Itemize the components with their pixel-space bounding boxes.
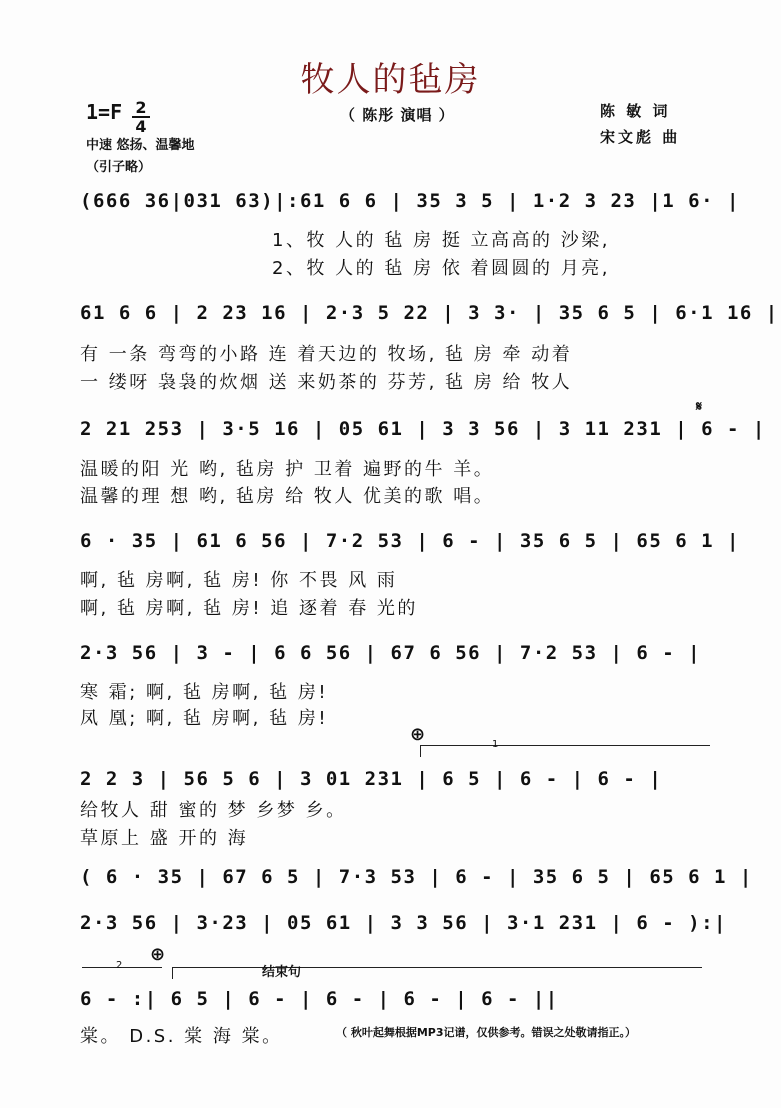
song-title: 牧人的毡房 <box>300 60 481 100</box>
lyricist-credit: 陈 敏 词 <box>600 102 671 120</box>
lyrics-line-4-verse-2: 啊, 毡 房啊, 毡 房! 追 逐着 春 光的 <box>80 598 418 619</box>
tempo-marking: 中速 悠扬、温馨地 <box>86 138 195 153</box>
lyrics-line-6-verse-2: 草原上 盛 开的 海 <box>80 828 249 849</box>
lyrics-line-2-verse-2: 一 缕呀 袅袅的炊烟 送 来奶茶的 芬芳, 毡 房 给 牧人 <box>80 372 573 393</box>
notation-line-8: 2·3 56 | 3·23 | 05 61 | 3 3 56 | 3·1 231 | 6 - ):| <box>80 912 727 934</box>
ending-label: 结束句 <box>262 965 302 980</box>
singer-credit: （ 陈彤 演唱 ） <box>340 106 455 124</box>
meter-top: 2 <box>135 98 147 117</box>
lyrics-line-1-verse-2: 2、牧 人的 毡 房 依 着圆圆的 月亮, <box>272 258 611 279</box>
lyrics-line-3-verse-1: 温暖的阳 光 哟, 毡房 护 卫着 遍野的牛 羊。 <box>80 459 495 480</box>
notation-line-9: 6 - :| 6 5 | 6 - | 6 - | 6 - | 6 - || <box>80 988 559 1010</box>
intro-note: （引子略） <box>86 160 152 175</box>
notation-line-5: 2·3 56 | 3 - | 6 6 56 | 67 6 56 | 7·2 53 | 6 - | <box>80 642 702 664</box>
notation-line-6: 2 2 3 | 56 5 6 | 3 01 231 | 6 5 | 6 - | 6 - | <box>80 768 663 790</box>
notation-line-4: 6 · 35 | 61 6 56 | 7·2 53 | 6 - | 35 6 5 | 65 6 1 | <box>80 530 740 552</box>
lyrics-line-3-verse-2: 温馨的理 想 哟, 毡房 给 牧人 优美的歌 唱。 <box>80 486 495 507</box>
notation-line-3: 2 21 253 | 3·5 16 | 05 61 | 3 3 56 | 3 11 231 | 6 - | <box>80 418 766 440</box>
lyrics-line-2-verse-1: 有 一条 弯弯的小路 连 着天边的 牧场, 毡 房 牵 动着 <box>80 344 573 365</box>
composer-credit: 宋文彪 曲 <box>600 128 681 146</box>
transcriber-footnote: （ 秋叶起舞根据MP3记谱，仅供参考。错误之处敬请指正。） <box>336 1026 636 1039</box>
volta-2-label: 2 <box>116 960 123 971</box>
key-signature: 1=F <box>86 100 123 124</box>
time-signature <box>132 100 150 134</box>
coda-sign: ⊕ <box>410 724 426 745</box>
lyrics-line-4-verse-1: 啊, 毡 房啊, 毡 房! 你 不畏 风 雨 <box>80 570 398 591</box>
lyrics-line-5-verse-2: 凤 凰; 啊, 毡 房啊, 毡 房! <box>80 708 329 729</box>
lyrics-line-1-verse-1: 1、牧 人的 毡 房 挺 立高高的 沙梁, <box>272 230 611 251</box>
lyrics-line-9: 棠。 D.S. 棠 海 棠。 <box>80 1026 283 1047</box>
notation-line-1: (666 36|031 63)|:61 6 6 | 35 3 5 | 1·2 3 23 |1 6· | <box>80 190 740 212</box>
volta-1-label: 1 <box>492 739 499 750</box>
notation-line-7: ( 6 · 35 | 67 6 5 | 7·3 53 | 6 - | 35 6 5 | 65 6 1 | <box>80 866 753 888</box>
coda-sign-2: ⊕ <box>150 944 166 965</box>
notation-line-2: 61 6 6 | 2 23 16 | 2·3 5 22 | 3 3· | 35 6 5 | 6·1 16 | <box>80 302 779 324</box>
meter-bottom: 4 <box>135 117 147 136</box>
segno-sign: 𝄋 <box>696 399 703 415</box>
lyrics-line-5-verse-1: 寒 霜; 啊, 毡 房啊, 毡 房! <box>80 682 329 703</box>
lyrics-line-6-verse-1: 给牧人 甜 蜜的 梦 乡梦 乡。 <box>80 800 347 821</box>
